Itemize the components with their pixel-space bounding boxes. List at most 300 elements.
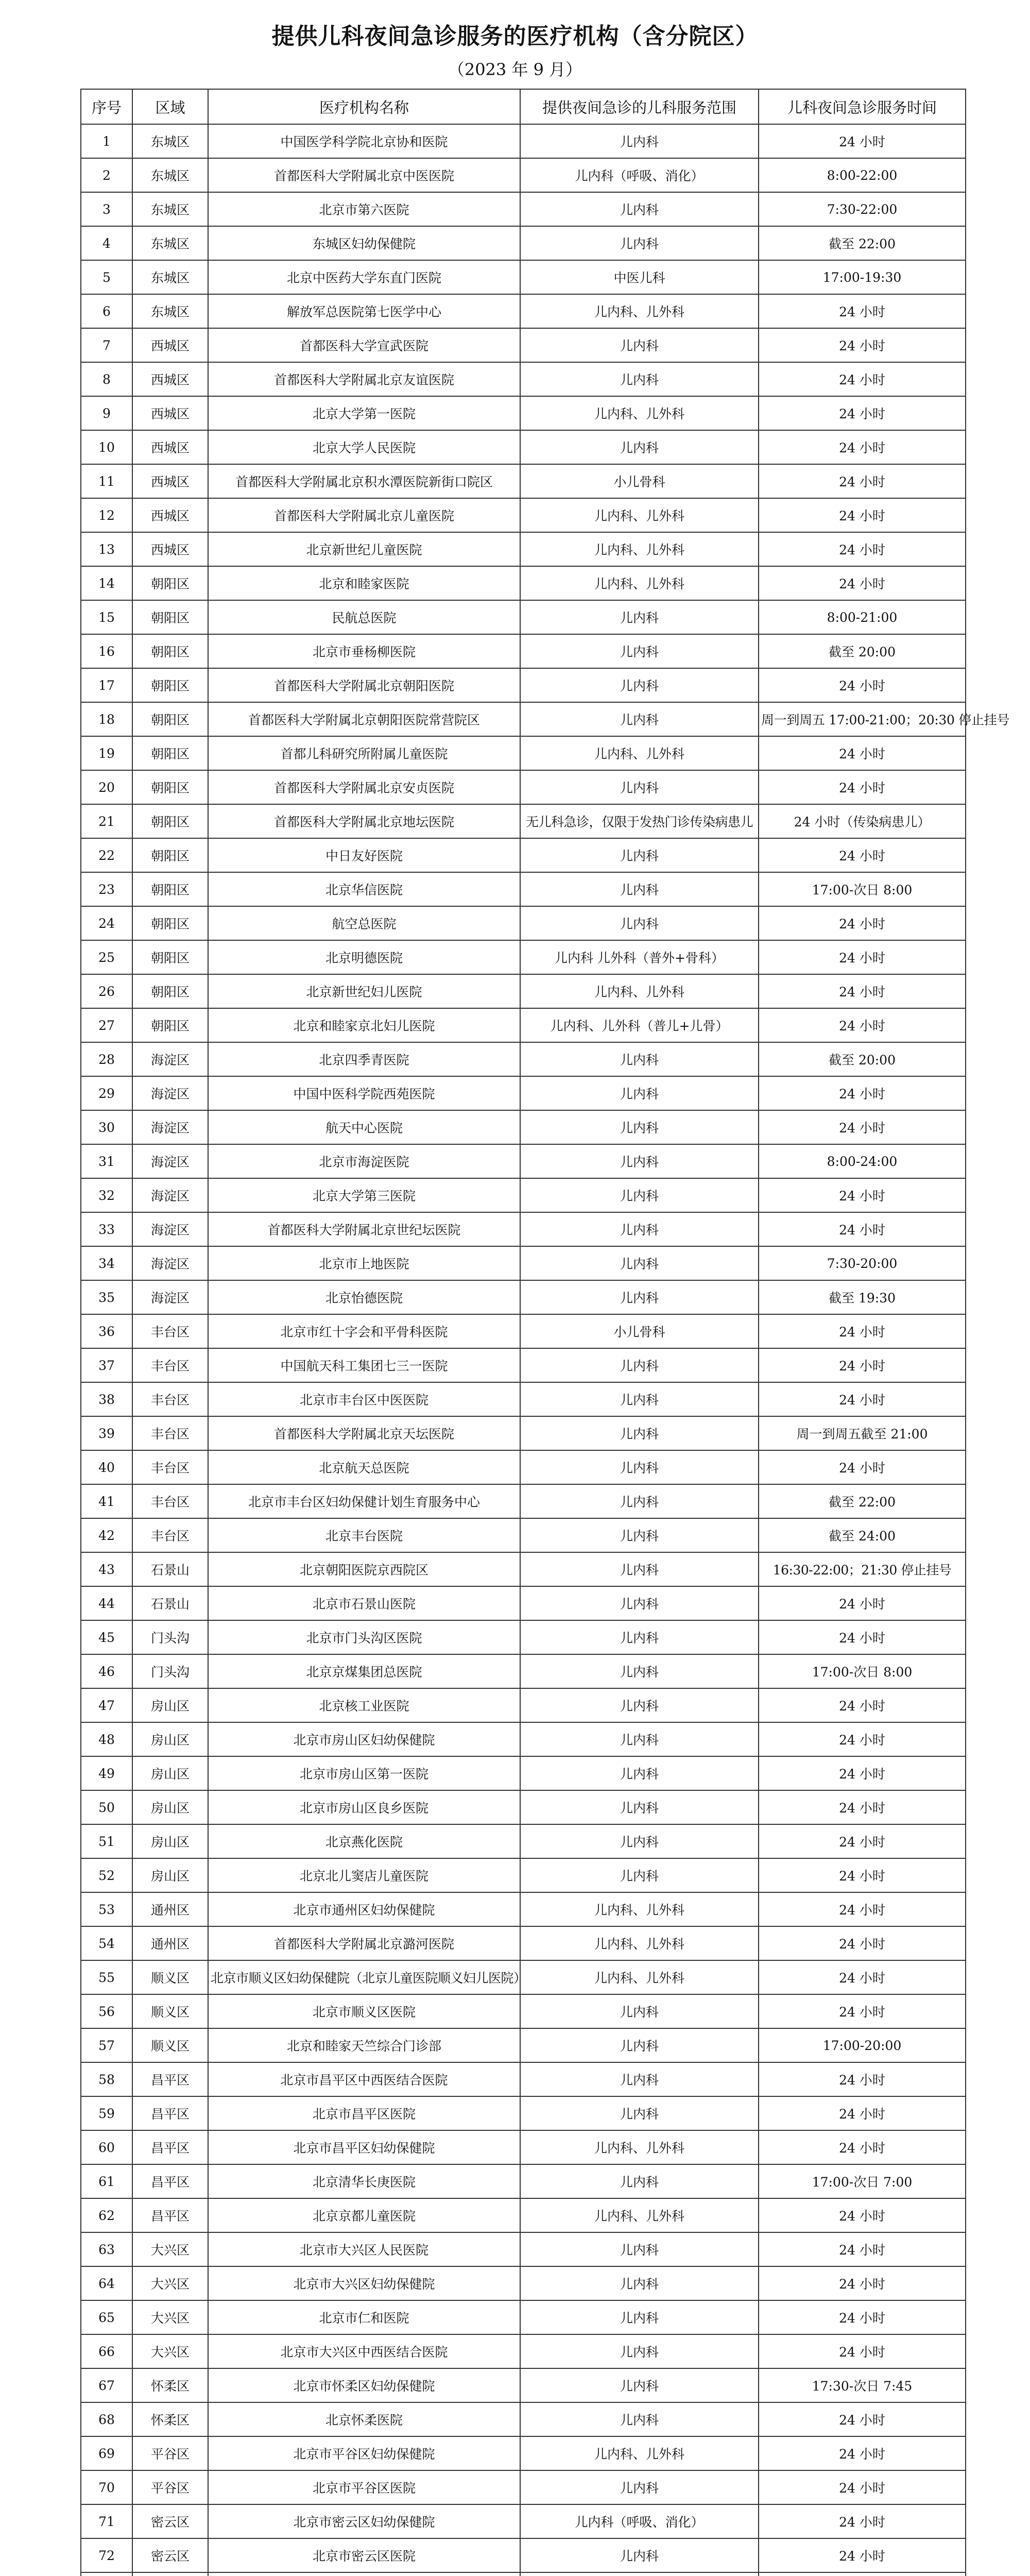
cell-index: 9 bbox=[81, 396, 132, 430]
cell-service-hours: 17:00-20:00 bbox=[759, 2028, 966, 2062]
table-row bbox=[81, 1824, 966, 1858]
cell-service-scope: 儿内科 bbox=[520, 1552, 759, 1586]
table-row bbox=[81, 1586, 966, 1620]
table-row bbox=[81, 1280, 966, 1314]
cell-area: 房山区 bbox=[132, 1756, 208, 1790]
table-row bbox=[81, 940, 966, 974]
cell-service-hours: 24 小时 bbox=[759, 1586, 966, 1620]
table-row bbox=[81, 1892, 966, 1926]
table-row bbox=[81, 974, 966, 1008]
table-row bbox=[81, 1110, 966, 1144]
cell-service-scope: 儿内科 bbox=[520, 1144, 759, 1178]
cell-service-hours: 24 小时 bbox=[759, 906, 966, 940]
cell-service-hours: 24 小时 bbox=[759, 362, 966, 396]
cell-index: 19 bbox=[81, 736, 132, 770]
cell-service-hours: 24 小时 bbox=[759, 1212, 966, 1246]
table-row bbox=[81, 2436, 966, 2470]
cell-service-scope: 儿内科 bbox=[520, 1076, 759, 1110]
cell-service-hours: 24 小时 bbox=[759, 1450, 966, 1484]
cell-area: 门头沟 bbox=[132, 1620, 208, 1654]
table-row bbox=[81, 600, 966, 634]
table-row bbox=[81, 1518, 966, 1552]
cell-service-scope: 儿内科 bbox=[520, 2028, 759, 2062]
cell-service-hours: 24 小时 bbox=[759, 2198, 966, 2232]
cell-service-hours bbox=[759, 2572, 966, 2576]
table-row bbox=[81, 1246, 966, 1280]
table-row bbox=[81, 2368, 966, 2402]
cell-index: 66 bbox=[81, 2334, 132, 2368]
cell-institution: 首都医科大学附属北京天坛医院 bbox=[208, 1416, 520, 1450]
cell-institution: 航天中心医院 bbox=[208, 1110, 520, 1144]
cell-index: 47 bbox=[81, 1688, 132, 1722]
table-row bbox=[81, 430, 966, 464]
cell-index: 30 bbox=[81, 1110, 132, 1144]
cell-service-scope: 儿内科、儿外科 bbox=[520, 1892, 759, 1926]
cell-area: 朝阳区 bbox=[132, 1008, 208, 1042]
table-row bbox=[81, 2266, 966, 2300]
cell-index: 23 bbox=[81, 872, 132, 906]
cell-area: 西城区 bbox=[132, 464, 208, 498]
cell-service-scope: 小儿骨科 bbox=[520, 464, 759, 498]
cell-service-scope: 儿内科 bbox=[520, 2470, 759, 2504]
table-row bbox=[81, 1688, 966, 1722]
table-row bbox=[81, 1416, 966, 1450]
cell-institution: 北京核工业医院 bbox=[208, 1688, 520, 1722]
cell-index: 36 bbox=[81, 1314, 132, 1348]
table-header-row bbox=[81, 89, 966, 124]
cell-service-hours: 24 小时 bbox=[759, 1076, 966, 1110]
cell-index: 28 bbox=[81, 1042, 132, 1076]
cell-area: 顺义区 bbox=[132, 1960, 208, 1994]
cell-service-scope: 儿内科 bbox=[520, 1280, 759, 1314]
cell-service-scope: 儿内科 bbox=[520, 2538, 759, 2572]
cell-index: 6 bbox=[81, 294, 132, 328]
table-row bbox=[81, 396, 966, 430]
table-row bbox=[81, 2572, 966, 2576]
header-index: 序号 bbox=[81, 89, 132, 124]
cell-area: 东城区 bbox=[132, 124, 208, 158]
cell-institution: 北京朝阳医院京西院区 bbox=[208, 1552, 520, 1586]
cell-service-scope: 儿内科 bbox=[520, 1382, 759, 1416]
cell-service-scope: 儿内科 bbox=[520, 872, 759, 906]
cell-institution: 北京怡德医院 bbox=[208, 1280, 520, 1314]
cell-index: 55 bbox=[81, 1960, 132, 1994]
cell-institution: 首都医科大学附属北京朝阳医院 bbox=[208, 668, 520, 702]
cell-service-scope: 儿内科 bbox=[520, 2164, 759, 2198]
cell-area: 房山区 bbox=[132, 1688, 208, 1722]
cell-index: 8 bbox=[81, 362, 132, 396]
cell-area: 怀柔区 bbox=[132, 2368, 208, 2402]
cell-index: 12 bbox=[81, 498, 132, 532]
cell-index: 49 bbox=[81, 1756, 132, 1790]
cell-institution: 北京市大兴区妇幼保健院 bbox=[208, 2266, 520, 2300]
cell-area: 丰台区 bbox=[132, 1348, 208, 1382]
cell-institution: 首都医科大学附属北京世纪坛医院 bbox=[208, 1212, 520, 1246]
table-row bbox=[81, 1484, 966, 1518]
cell-institution bbox=[208, 2572, 520, 2576]
header-service-hours: 儿科夜间急诊服务时间 bbox=[759, 89, 966, 124]
cell-service-scope: 儿内科 bbox=[520, 1212, 759, 1246]
cell-area: 朝阳区 bbox=[132, 770, 208, 804]
table-row bbox=[81, 668, 966, 702]
cell-institution: 北京市仁和医院 bbox=[208, 2300, 520, 2334]
table-row bbox=[81, 124, 966, 158]
cell-area: 丰台区 bbox=[132, 1450, 208, 1484]
table-row bbox=[81, 1348, 966, 1382]
cell-area: 朝阳区 bbox=[132, 872, 208, 906]
cell-institution: 北京市顺义区医院 bbox=[208, 1994, 520, 2028]
cell-service-hours: 24 小时 bbox=[759, 566, 966, 600]
table-body bbox=[81, 124, 1010, 2576]
cell-service-scope: 儿内科、儿外科 bbox=[520, 294, 759, 328]
cell-area: 海淀区 bbox=[132, 1246, 208, 1280]
cell-index: 37 bbox=[81, 1348, 132, 1382]
cell-service-scope: 儿内科 bbox=[520, 1654, 759, 1688]
cell-area: 朝阳区 bbox=[132, 974, 208, 1008]
cell-institution: 首都医科大学附属北京潞河医院 bbox=[208, 1926, 520, 1960]
cell-index: 69 bbox=[81, 2436, 132, 2470]
cell-service-hours: 24 小时 bbox=[759, 1824, 966, 1858]
cell-institution: 北京市石景山医院 bbox=[208, 1586, 520, 1620]
cell-area: 朝阳区 bbox=[132, 940, 208, 974]
cell-service-hours: 24 小时 bbox=[759, 940, 966, 974]
table-row bbox=[81, 2300, 966, 2334]
table-row bbox=[81, 1654, 966, 1688]
cell-service-scope: 儿内科 bbox=[520, 2062, 759, 2096]
cell-service-hours: 16:30-22:00；21:30 停止挂号 bbox=[759, 1552, 966, 1586]
cell-service-scope: 儿内科 bbox=[520, 328, 759, 362]
cell-index: 54 bbox=[81, 1926, 132, 1960]
cell-area: 海淀区 bbox=[132, 1110, 208, 1144]
cell-institution: 北京燕化医院 bbox=[208, 1824, 520, 1858]
cell-institution: 首都医科大学附属北京友谊医院 bbox=[208, 362, 520, 396]
cell-service-scope: 儿内科、儿外科 bbox=[520, 566, 759, 600]
cell-area: 西城区 bbox=[132, 498, 208, 532]
cell-index: 21 bbox=[81, 804, 132, 838]
cell-service-hours: 24 小时 bbox=[759, 2504, 966, 2538]
cell-area: 大兴区 bbox=[132, 2266, 208, 2300]
cell-service-scope: 儿内科 bbox=[520, 1042, 759, 1076]
cell-institution: 首都医科大学附属北京地坛医院 bbox=[208, 804, 520, 838]
cell-index: 58 bbox=[81, 2062, 132, 2096]
cell-service-scope: 儿内科、儿外科 bbox=[520, 396, 759, 430]
cell-service-hours: 24 小时 bbox=[759, 2130, 966, 2164]
table-row bbox=[81, 2062, 966, 2096]
cell-area: 西城区 bbox=[132, 362, 208, 396]
cell-service-scope: 儿内科 bbox=[520, 1178, 759, 1212]
cell-service-scope: 儿内科、儿外科 bbox=[520, 2198, 759, 2232]
cell-service-scope: 儿内科 bbox=[520, 2232, 759, 2266]
cell-index: 20 bbox=[81, 770, 132, 804]
cell-index: 71 bbox=[81, 2504, 132, 2538]
cell-service-hours: 24 小时 bbox=[759, 2096, 966, 2130]
cell-area: 丰台区 bbox=[132, 1416, 208, 1450]
cell-institution: 北京市红十字会和平骨科医院 bbox=[208, 1314, 520, 1348]
cell-index: 27 bbox=[81, 1008, 132, 1042]
cell-service-scope: 儿内科 bbox=[520, 1518, 759, 1552]
cell-service-scope: 儿内科 bbox=[520, 2266, 759, 2300]
cell-institution: 北京和睦家医院 bbox=[208, 566, 520, 600]
cell-service-scope: 儿内科 bbox=[520, 668, 759, 702]
cell-area: 东城区 bbox=[132, 226, 208, 260]
table-row bbox=[81, 1314, 966, 1348]
cell-institution: 北京市平谷区医院 bbox=[208, 2470, 520, 2504]
cell-area: 东城区 bbox=[132, 158, 208, 192]
table-row bbox=[81, 702, 966, 736]
cell-area: 海淀区 bbox=[132, 1042, 208, 1076]
cell-institution: 首都医科大学附属北京安贞医院 bbox=[208, 770, 520, 804]
cell-area: 顺义区 bbox=[132, 1994, 208, 2028]
cell-area: 海淀区 bbox=[132, 1144, 208, 1178]
cell-service-hours: 周一到周五 17:00-21:00；20:30 停止挂号 bbox=[759, 702, 966, 736]
cell-area: 房山区 bbox=[132, 1722, 208, 1756]
cell-service-hours: 24 小时 bbox=[759, 1926, 966, 1960]
cell-index: 51 bbox=[81, 1824, 132, 1858]
cell-area: 大兴区 bbox=[132, 2300, 208, 2334]
cell-index: 44 bbox=[81, 1586, 132, 1620]
cell-institution: 北京四季青医院 bbox=[208, 1042, 520, 1076]
hospital-table bbox=[80, 89, 1010, 2576]
table-row bbox=[81, 328, 966, 362]
cell-service-hours: 截至 22:00 bbox=[759, 226, 966, 260]
table-row bbox=[81, 872, 966, 906]
cell-institution: 航空总医院 bbox=[208, 906, 520, 940]
cell-institution: 北京市昌平区医院 bbox=[208, 2096, 520, 2130]
cell-service-hours: 24 小时 bbox=[759, 1348, 966, 1382]
cell-service-hours: 截至 20:00 bbox=[759, 1042, 966, 1076]
cell-area: 平谷区 bbox=[132, 2436, 208, 2470]
cell-area: 丰台区 bbox=[132, 1484, 208, 1518]
cell-index: 24 bbox=[81, 906, 132, 940]
cell-area: 顺义区 bbox=[132, 2028, 208, 2062]
cell-service-hours: 24 小时 bbox=[759, 1382, 966, 1416]
table-row bbox=[81, 804, 966, 838]
cell-service-scope: 儿内科 bbox=[520, 1348, 759, 1382]
table-row bbox=[81, 2504, 966, 2538]
cell-institution: 首都医科大学宣武医院 bbox=[208, 328, 520, 362]
cell-area: 东城区 bbox=[132, 192, 208, 226]
cell-service-hours: 8:00-21:00 bbox=[759, 600, 966, 634]
cell-index: 72 bbox=[81, 2538, 132, 2572]
cell-service-scope: 儿内科 儿外科（普外+骨科） bbox=[520, 940, 759, 974]
cell-service-hours: 24 小时 bbox=[759, 668, 966, 702]
cell-service-scope: 儿内科 bbox=[520, 838, 759, 872]
cell-service-hours: 24 小时 bbox=[759, 1620, 966, 1654]
cell-area: 通州区 bbox=[132, 1926, 208, 1960]
cell-institution: 北京市上地医院 bbox=[208, 1246, 520, 1280]
cell-institution: 北京市昌平区中西医结合医院 bbox=[208, 2062, 520, 2096]
cell-service-scope: 儿内科 bbox=[520, 770, 759, 804]
cell-institution: 北京市顺义区妇幼保健院（北京儿童医院顺义妇儿医院） bbox=[208, 1960, 520, 1994]
page-subtitle: （2023 年 9 月） bbox=[448, 60, 582, 79]
cell-index: 65 bbox=[81, 2300, 132, 2334]
cell-service-hours: 24 小时 bbox=[759, 974, 966, 1008]
table-row bbox=[81, 770, 966, 804]
cell-area: 平谷区 bbox=[132, 2470, 208, 2504]
cell-service-hours: 24 小时 bbox=[759, 770, 966, 804]
cell-index: 62 bbox=[81, 2198, 132, 2232]
cell-institution: 北京大学第三医院 bbox=[208, 1178, 520, 1212]
cell-area: 海淀区 bbox=[132, 1076, 208, 1110]
cell-service-scope: 儿内科 bbox=[520, 124, 759, 158]
cell-index: 45 bbox=[81, 1620, 132, 1654]
table-row bbox=[81, 2130, 966, 2164]
cell-area: 丰台区 bbox=[132, 1382, 208, 1416]
cell-area: 朝阳区 bbox=[132, 668, 208, 702]
table-row bbox=[81, 2096, 966, 2130]
cell-institution: 北京市房山区妇幼保健院 bbox=[208, 1722, 520, 1756]
cell-service-hours: 17:00-次日 8:00 bbox=[759, 872, 966, 906]
cell-service-scope: 儿内科、儿外科 bbox=[520, 974, 759, 1008]
cell-institution: 北京市大兴区人民医院 bbox=[208, 2232, 520, 2266]
cell-index: 2 bbox=[81, 158, 132, 192]
table-row bbox=[81, 1076, 966, 1110]
cell-service-hours: 8:00-22:00 bbox=[759, 158, 966, 192]
cell-service-hours: 24 小时 bbox=[759, 1892, 966, 1926]
cell-index: 59 bbox=[81, 2096, 132, 2130]
cell-service-hours: 17:00-次日 8:00 bbox=[759, 1654, 966, 1688]
cell-service-scope: 儿内科、儿外科 bbox=[520, 1960, 759, 1994]
cell-index: 18 bbox=[81, 702, 132, 736]
cell-institution: 北京大学人民医院 bbox=[208, 430, 520, 464]
cell-index: 39 bbox=[81, 1416, 132, 1450]
table-row bbox=[81, 1790, 966, 1824]
cell-institution: 首都医科大学附属北京中医医院 bbox=[208, 158, 520, 192]
cell-institution: 北京清华长庚医院 bbox=[208, 2164, 520, 2198]
cell-institution: 北京市海淀医院 bbox=[208, 1144, 520, 1178]
cell-index: 70 bbox=[81, 2470, 132, 2504]
cell-institution: 北京大学第一医院 bbox=[208, 396, 520, 430]
cell-index: 17 bbox=[81, 668, 132, 702]
cell-service-scope: 儿内科 bbox=[520, 1790, 759, 1824]
cell-service-scope: 儿内科、儿外科 bbox=[520, 498, 759, 532]
table-row bbox=[81, 2402, 966, 2436]
table-row bbox=[81, 838, 966, 872]
cell-service-scope: 儿内科 bbox=[520, 2334, 759, 2368]
cell-institution: 北京航天总医院 bbox=[208, 1450, 520, 1484]
cell-index: 64 bbox=[81, 2266, 132, 2300]
cell-area: 房山区 bbox=[132, 1824, 208, 1858]
cell-index: 46 bbox=[81, 1654, 132, 1688]
cell-service-scope: 儿内科 bbox=[520, 1994, 759, 2028]
table-row bbox=[81, 1008, 966, 1042]
cell-area: 房山区 bbox=[132, 1858, 208, 1892]
cell-area: 怀柔区 bbox=[132, 2402, 208, 2436]
cell-service-hours: 24 小时 bbox=[759, 2436, 966, 2470]
cell-service-scope: 小儿骨科 bbox=[520, 1314, 759, 1348]
cell-service-scope: 儿内科 bbox=[520, 1586, 759, 1620]
cell-service-hours: 截至 19:30 bbox=[759, 1280, 966, 1314]
cell-institution: 北京怀柔医院 bbox=[208, 2402, 520, 2436]
cell-service-hours: 24 小时 bbox=[759, 1790, 966, 1824]
cell-institution: 北京市密云区妇幼保健院 bbox=[208, 2504, 520, 2538]
cell-service-hours: 24 小时 bbox=[759, 294, 966, 328]
cell-area: 朝阳区 bbox=[132, 702, 208, 736]
cell-area: 丰台区 bbox=[132, 1518, 208, 1552]
cell-service-hours: 24 小时 bbox=[759, 2232, 966, 2266]
table-row bbox=[81, 2164, 966, 2198]
cell-index: 68 bbox=[81, 2402, 132, 2436]
cell-index: 13 bbox=[81, 532, 132, 566]
table-row bbox=[81, 2538, 966, 2572]
cell-index: 4 bbox=[81, 226, 132, 260]
cell-service-scope: 儿内科 bbox=[520, 2096, 759, 2130]
cell-institution: 北京京都儿童医院 bbox=[208, 2198, 520, 2232]
cell-index: 10 bbox=[81, 430, 132, 464]
table-row bbox=[81, 1722, 966, 1756]
table-row bbox=[81, 1212, 966, 1246]
cell-service-hours: 24 小时 bbox=[759, 464, 966, 498]
page-title: 提供儿科夜间急诊服务的医疗机构（含分院区） bbox=[271, 23, 759, 49]
cell-area: 石景山 bbox=[132, 1552, 208, 1586]
cell-service-scope: 儿内科 bbox=[520, 1688, 759, 1722]
cell-service-hours: 24 小时 bbox=[759, 328, 966, 362]
cell-institution: 首都医科大学附属北京儿童医院 bbox=[208, 498, 520, 532]
cell-service-scope: 中医儿科 bbox=[520, 260, 759, 294]
cell-service-hours: 24 小时 bbox=[759, 1858, 966, 1892]
cell-index: 60 bbox=[81, 2130, 132, 2164]
cell-service-scope: 儿内科 bbox=[520, 430, 759, 464]
table-row bbox=[81, 566, 966, 600]
table-row bbox=[81, 1450, 966, 1484]
header-institution: 医疗机构名称 bbox=[208, 89, 520, 124]
cell-service-scope: 儿内科 bbox=[520, 2368, 759, 2402]
table-row bbox=[81, 1858, 966, 1892]
cell-institution: 北京市平谷区妇幼保健院 bbox=[208, 2436, 520, 2470]
cell-institution: 北京市垂杨柳医院 bbox=[208, 634, 520, 668]
header-service-scope: 提供夜间急诊的儿科服务范围 bbox=[520, 89, 759, 124]
cell-area: 西城区 bbox=[132, 328, 208, 362]
cell-area: 朝阳区 bbox=[132, 736, 208, 770]
cell-service-scope: 儿内科、儿外科 bbox=[520, 1926, 759, 1960]
table-row bbox=[81, 1178, 966, 1212]
cell-service-hours: 24 小时（传染病患儿） bbox=[759, 804, 966, 838]
cell-service-scope: 儿内科、儿外科（普儿+儿骨） bbox=[520, 1008, 759, 1042]
cell-index: 34 bbox=[81, 1246, 132, 1280]
cell-institution: 北京京煤集团总医院 bbox=[208, 1654, 520, 1688]
table-row bbox=[81, 1144, 966, 1178]
cell-index: 35 bbox=[81, 1280, 132, 1314]
cell-service-hours: 24 小时 bbox=[759, 2402, 966, 2436]
cell-service-hours: 24 小时 bbox=[759, 498, 966, 532]
cell-service-scope: 儿内科 bbox=[520, 906, 759, 940]
cell-institution: 北京华信医院 bbox=[208, 872, 520, 906]
cell-service-hours: 24 小时 bbox=[759, 2470, 966, 2504]
cell-institution: 中国中医科学院西苑医院 bbox=[208, 1076, 520, 1110]
table-row bbox=[81, 1552, 966, 1586]
cell-service-hours: 24 小时 bbox=[759, 2334, 966, 2368]
cell-service-hours: 17:00-19:30 bbox=[759, 260, 966, 294]
cell-institution: 北京丰台医院 bbox=[208, 1518, 520, 1552]
cell-service-hours: 24 小时 bbox=[759, 1314, 966, 1348]
cell-area: 西城区 bbox=[132, 532, 208, 566]
cell-service-scope: 儿内科 bbox=[520, 1620, 759, 1654]
cell-institution: 中国航天科工集团七三一医院 bbox=[208, 1348, 520, 1382]
cell-index: 32 bbox=[81, 1178, 132, 1212]
cell-institution: 北京北儿窦店儿童医院 bbox=[208, 1858, 520, 1892]
cell-institution: 北京市第六医院 bbox=[208, 192, 520, 226]
cell-institution: 北京和睦家京北妇儿医院 bbox=[208, 1008, 520, 1042]
cell-index: 7 bbox=[81, 328, 132, 362]
table-row bbox=[81, 1960, 966, 1994]
cell-index: 22 bbox=[81, 838, 132, 872]
cell-index: 50 bbox=[81, 1790, 132, 1824]
cell-service-scope: 儿内科 bbox=[520, 1858, 759, 1892]
table-row bbox=[81, 1042, 966, 1076]
cell-index: 67 bbox=[81, 2368, 132, 2402]
cell-service-hours: 7:30-22:00 bbox=[759, 192, 966, 226]
cell-service-scope: 儿内科 bbox=[520, 1756, 759, 1790]
